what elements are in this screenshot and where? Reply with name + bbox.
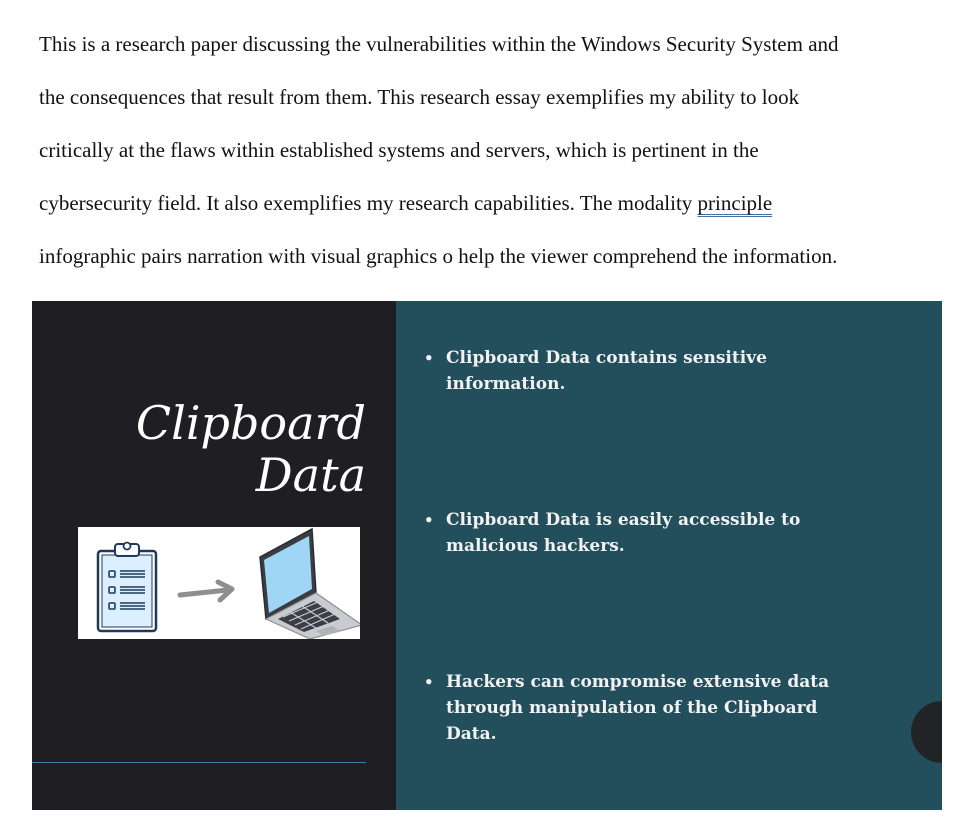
bullet-text-2: Clipboard Data is easily accessible to malicious hackers.	[446, 510, 801, 556]
bullet-dot: •	[424, 511, 434, 529]
document-paragraph	[39, 18, 939, 283]
clipboard-icon	[98, 543, 156, 632]
bullet-text-3: Hackers can compromise extensive data through manipulation of the Clipboard Data.	[446, 672, 830, 744]
decorative-circle	[911, 701, 942, 763]
paragraph-line-5: infographic pairs narration with visual graphics o help the viewer comprehend the information.	[39, 244, 838, 268]
bullet-item-2	[424, 507, 854, 559]
slide-right-panel	[396, 301, 942, 810]
paragraph-line-4	[39, 177, 939, 230]
paragraph-line-4-text: cybersecurity field. It also exemplifies my research capabilities. The modality	[39, 191, 698, 215]
bullet-text-1: Clipboard Data contains sensitive information.	[446, 348, 767, 394]
slide-left-panel	[32, 301, 396, 810]
accent-divider-line	[32, 762, 366, 763]
paragraph-line-3: critically at the flaws within established systems and servers, which is pertinent in the	[39, 138, 759, 162]
bullet-item-3	[424, 669, 854, 747]
bullet-dot: •	[424, 673, 434, 691]
grammar-flagged-word[interactable]: principle	[697, 191, 773, 215]
arrow-right-icon	[180, 582, 232, 600]
paragraph-line-2: the consequences that result from them. This research essay exemplifies my ability to look	[39, 85, 800, 109]
laptop-icon	[260, 529, 360, 639]
slide-title-line-1: Clipboard	[135, 396, 366, 450]
clipboard-to-laptop-illustration	[78, 527, 360, 639]
slide-title-line-2: Data	[255, 448, 366, 502]
slide-title	[46, 397, 366, 501]
embedded-slide	[32, 301, 942, 810]
bullet-dot: •	[424, 349, 434, 367]
paragraph-line-1: This is a research paper discussing the vulnerabilities within the Windows Security System and	[39, 32, 839, 56]
bullet-item-1	[424, 345, 854, 397]
